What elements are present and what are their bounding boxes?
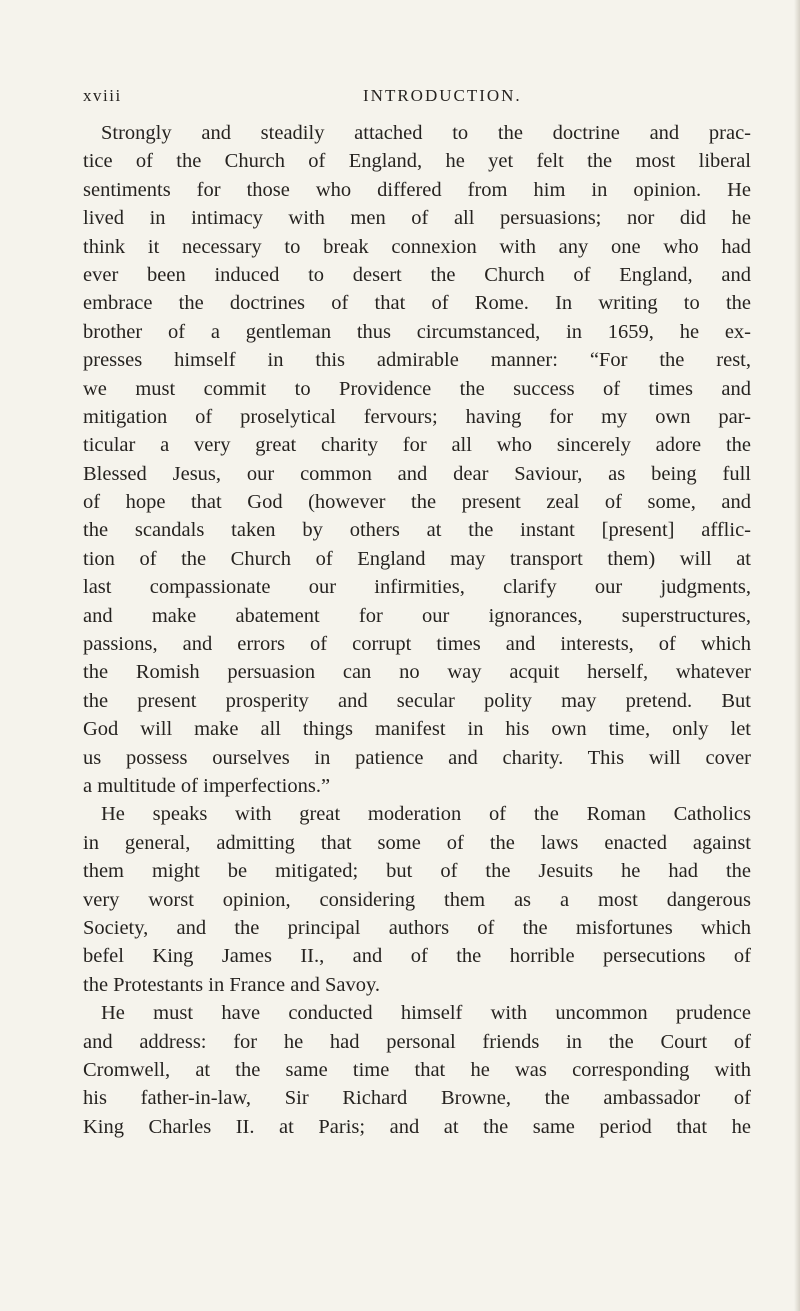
text-line: tion of the Church of England may transport them) will at (83, 547, 751, 570)
body-text (83, 119, 751, 1141)
text-line: tice of the Church of England, he yet felt the most liberal (83, 150, 751, 173)
text-line: his father-in-law, Sir Richard Browne, the ambassador of (83, 1087, 751, 1110)
text-line: Society, and the principal authors of the misfortunes which (83, 916, 751, 939)
text-line: the Protestants in France and Savoy. (83, 973, 380, 996)
text-line: them might be mitigated; but of the Jesuits he had the (83, 860, 751, 883)
text-line: God will make all things manifest in his own time, only let (83, 718, 751, 741)
text-line: we must commit to Providence the success of times and (83, 377, 751, 400)
text-line: He speaks with great moderation of the Roman Catholics (101, 803, 751, 826)
text-line: very worst opinion, considering them as a most dangerous (83, 888, 751, 911)
text-line: a multitude of imperfections.” (83, 774, 331, 797)
text-line: brother of a gentleman thus circumstanced, in 1659, he ex- (83, 320, 751, 343)
text-line: embrace the doctrines of that of Rome. In writing to the (83, 292, 751, 315)
text-line: Strongly and steadily attached to the doctrine and prac- (101, 122, 751, 144)
text-line: and make abatement for our ignorances, superstructures, (83, 604, 751, 627)
running-head: INTRODUCTION. (363, 86, 522, 105)
text-line: of hope that God (however the present zeal of some, and (83, 491, 751, 514)
text-line: the scandals taken by others at the instant [present] afflic- (83, 519, 751, 542)
text-line: befel King James II., and of the horrible persecutions of (83, 945, 751, 968)
text-line: presses himself in this admirable manner: “For the rest, (83, 349, 751, 372)
text-line: in general, admitting that some of the laws enacted against (83, 831, 751, 854)
text-line: King Charles II. at Paris; and at the same period that he (83, 1115, 751, 1138)
text-line: Blessed Jesus, our common and dear Saviour, as being full (83, 462, 751, 485)
text-line: the present prosperity and secular polity may pretend. But (83, 689, 751, 712)
text-line: the Romish persuasion can no way acquit herself, whatever (83, 661, 751, 684)
text-line: ever been induced to desert the Church of England, and (83, 263, 751, 286)
text-line: sentiments for those who differed from him in opinion. He (83, 178, 751, 201)
text-line: lived in intimacy with men of all persuasions; nor did he (83, 207, 751, 230)
text-line: passions, and errors of corrupt times and interests, of which (83, 633, 751, 656)
text-line: Cromwell, at the same time that he was corresponding with (83, 1058, 751, 1081)
page-edge-shadow (794, 0, 800, 1311)
text-line: last compassionate our infirmities, clarify our judgments, (83, 576, 751, 599)
text-line: ticular a very great charity for all who sincerely adore the (83, 434, 751, 457)
text-line: us possess ourselves in patience and charity. This will cover (83, 746, 751, 769)
page-number: xviii (83, 86, 122, 105)
text-line: He must have conducted himself with uncommon prudence (101, 1002, 751, 1025)
page-header (83, 86, 747, 110)
text-line: think it necessary to break connexion with any one who had (83, 235, 751, 258)
text-line: and address: for he had personal friends in the Court of (83, 1030, 751, 1053)
text-line: mitigation of proselytical fervours; having for my own par- (83, 405, 751, 428)
